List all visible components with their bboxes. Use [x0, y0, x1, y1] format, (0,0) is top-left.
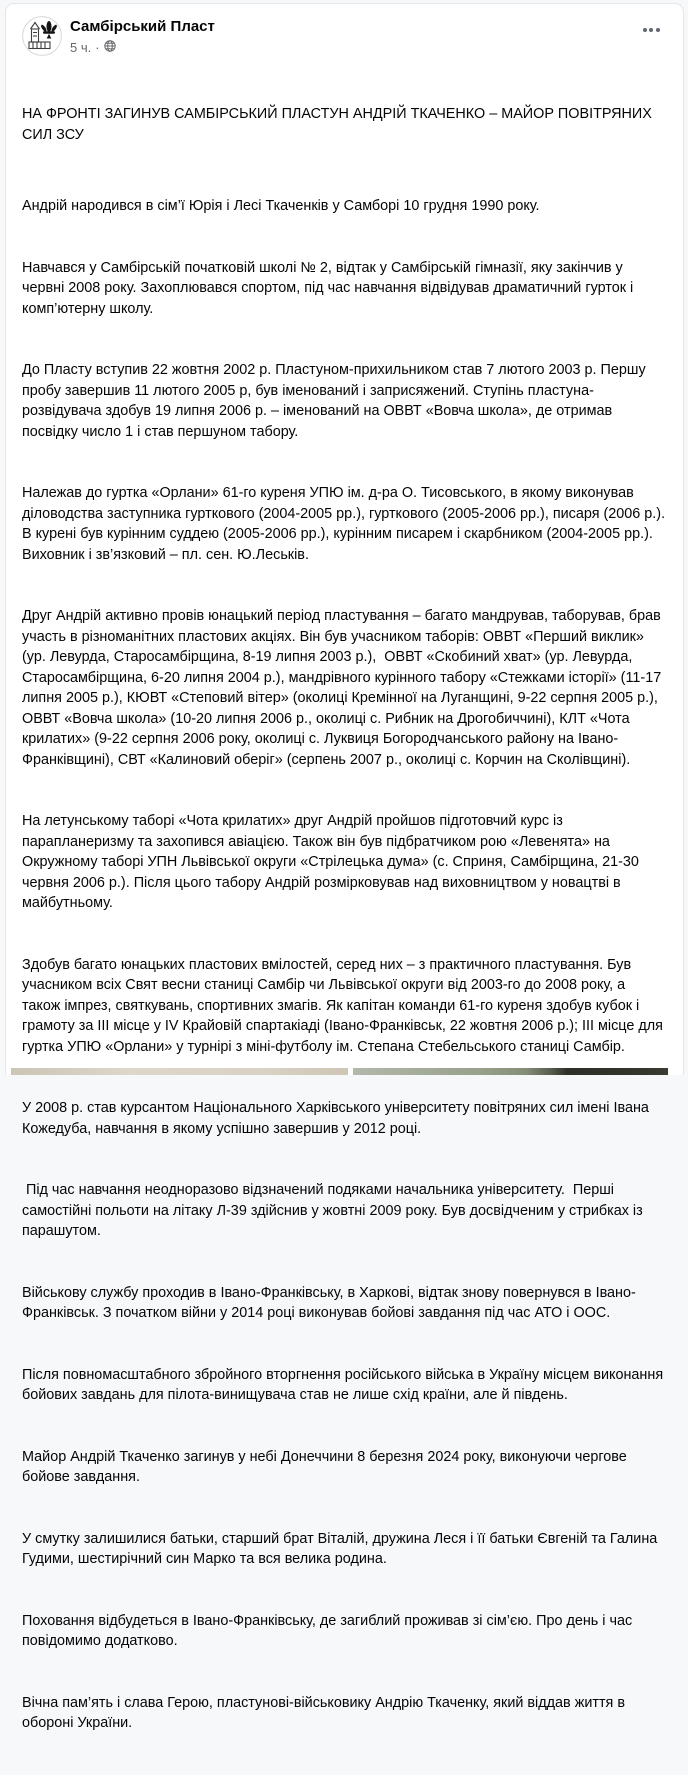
- post-paragraph: На летунському таборі «Чота крилатих» друг Андрій пройшов підготовчий курс із парапланеризму та захопився авіацією. Також він був підбратчиком рою «Левенята» на Окружному таборі УПН Львівської округи «Стрілецька дума» (с. Сприня, Самбірщина, 21-30 червня 2006 р.). Після цього табору Андрій розмірковував над виховництвом у новацтві в майбутньому.: [22, 813, 643, 911]
- post-paragraph: Вічна пам’ять і слава Герою, пластунові-військовику Андрію Ткаченку, який віддав життя в обороні України.: [22, 1694, 629, 1731]
- post-paragraph: Військову службу проходив в Івано-Франківську, в Харкові, відтак знову повернувся в Івано-Франківськ. З початком війни у 2014 році виконував бойові завдання під час АТО і ООС.: [22, 1284, 636, 1321]
- post-header: [6, 4, 683, 56]
- ellipsis-icon: [649, 28, 653, 32]
- post-paragraph: У смутку залишилися батьки, старший брат Віталій, дружина Леся і її батьки Євгеній та Галина Гудими, шестирічний син Марко та вся велика родина.: [22, 1530, 662, 1567]
- page-name[interactable]: Самбірський Пласт: [70, 18, 215, 35]
- globe-icon: [104, 39, 116, 56]
- plast-logo-icon: [22, 16, 62, 56]
- attached-photo-right[interactable]: [353, 1068, 668, 1075]
- header-info: [70, 16, 635, 56]
- post-paragraph: Після повномасштабного збройного вторгнення російського війська в Україну місцем виконання бойових завдань для пілота-винищувача став не лише схід країни, але й південь.: [22, 1366, 668, 1403]
- post-meta[interactable]: [70, 38, 635, 56]
- page-avatar[interactable]: [22, 16, 62, 56]
- post-paragraph: Належав до гуртка «Орлани» 61-го куреня УПЮ ім. д-ра О. Тисовського, в якому виконував діловодства заступника гурткового (2004-2005 рр.), гурткового (2005-2006 рр.), писаря (2006 р.). В курені був курінним суддею (2005-2006 рр.), курінним писарем і скарбником (2004-2005 рр.). Виховник і зв’язковий – пл. сен. Ю.Леськів.: [22, 485, 670, 563]
- post-paragraph: Навчався у Самбірській початковій школі № 2, відтак у Самбірській гімназії, яку закінчив у червні 2008 року. Захоплювався спортом, під час навчання відвідував драматичний гурток і комп’ютерну школу.: [22, 259, 638, 317]
- post-paragraph: У 2008 р. став курсантом Національного Харківського університету повітряних сил імені Івана Кожедуба, навчання в якому успішно завершив у 2012 році.: [22, 1100, 653, 1137]
- post-card: [5, 3, 684, 1731]
- attached-photo-left[interactable]: [11, 1068, 348, 1075]
- post-paragraph: До Пласту вступив 22 жовтня 2002 р. Пластуном-прихильником став 7 лютого 2003 р. Першу пробу завершив 11 лютого 2005 р, був іменований і заприсяжений. Ступінь пластуна-розвідувача здобув 19 липня 2006 р. – іменований на ОВВТ «Вовча школа», де отримав посвідку число 1 і став першуном табору.: [22, 362, 650, 440]
- post-paragraph: Поховання відбудеться в Івано-Франківську, де загиблий проживав зі сім’єю. Про день і час повідомимо додатково.: [22, 1612, 637, 1649]
- post-body: [6, 56, 683, 1775]
- post-title: НА ФРОНТІ ЗАГИНУВ САМБІРСЬКИЙ ПЛАСТУН АНДРІЙ ТКАЧЕНКО – МАЙОР ПОВІТРЯНИХ СИЛ ЗСУ: [22, 106, 656, 143]
- meta-separator: ·: [95, 39, 100, 55]
- more-options-button[interactable]: [635, 14, 667, 46]
- ellipsis-icon: [656, 28, 660, 32]
- photo-attachment-strip: [11, 1068, 668, 1075]
- post-paragraph: Андрій народився в сім’ї Юрія і Лесі Ткаченків у Самборі 10 грудня 1990 року.: [22, 198, 540, 214]
- post-paragraph: Здобув багато юнацьких пластових вмілостей, серед них – з практичного пластування. Був учасником всіх Свят весни станиці Самбір чи Львівської округи від 2003-го до 2008 року, а також імпрез, святкувань, спортивних змагів. Як капітан команди 61-го куреня здобув кубок і грамоту за III місце у IV Крайовій спартакіаді (Івано-Франківськ, 22 жовтня 2006 р.); III місце для гуртка УПЮ «Орлани» у турнірі з міні-футболу ім. Степана Стебельського станиці Самбір.: [22, 956, 667, 1055]
- timestamp[interactable]: 5 ч.: [70, 39, 92, 55]
- post-paragraph: Під час навчання неодноразово відзначений подяками начальника університету. Перші самостійні польоти на літаку Л-39 здійснив у жовтні 2009 року. Був досвідченим у стрибках із парашутом.: [22, 1182, 647, 1239]
- ellipsis-icon: [643, 28, 647, 32]
- post-paragraph: Друг Андрій активно провів юнацький період пластування – багато мандрував, таборував, брав участь в різноманітних пластових акціях. Він був учасником таборів: ОВВТ «Перший виклик» (ур. Левурда, Старосамбірщина, 8-19 липня 2003 р.), ОВВТ «Скобиний хват» (ур. Левурда, Старосамбірщина, 6-20 липня 2004 р.), мандрівного курінного табору «Стежками історії» (11-17 липня 2005 р.), КЮВТ «Степовий вітер» (околиці Кремінної на Луганщині, 9-22 серпня 2005 р.), ОВВТ «Вовча школа» (10-20 липня 2006 р., околиці с. Рибник на Дрогобиччині), КЛТ «Чота крилатих» (9-22 серпня 2006 року, околиці с. Луквиця Богородчанського району на Івано-Франківщині), СВТ «Калиновий оберіг» (серпень 2007 р., околиці с. Корчин на Сколівщині).: [22, 608, 666, 768]
- post-paragraph: Майор Андрій Ткаченко загинув у небі Донеччини 8 березня 2024 року, виконуючи чергове бойове завдання.: [22, 1448, 631, 1485]
